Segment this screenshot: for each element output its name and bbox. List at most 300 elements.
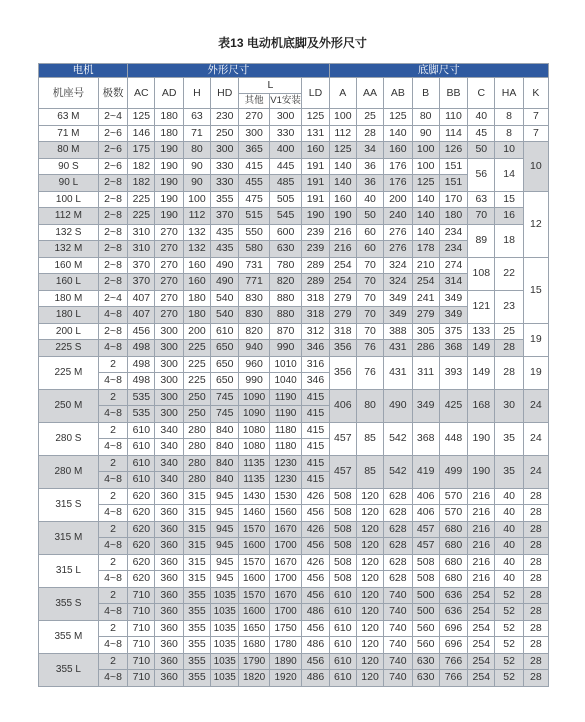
cell-L2: 1190 (269, 389, 302, 406)
cell-L1: 550 (239, 224, 269, 241)
cell-frame: 225 M (39, 356, 99, 389)
cell-AA: 50 (356, 208, 383, 225)
cell-LD: 456 (302, 620, 329, 637)
cell-LD: 415 (302, 422, 329, 439)
cell-B: 210 (412, 257, 439, 274)
cell-HD: 540 (211, 307, 239, 324)
cell-L2: 1040 (269, 373, 302, 390)
cell-A: 216 (329, 241, 356, 258)
cell-A: 216 (329, 224, 356, 241)
cell-H: 355 (183, 653, 210, 670)
cell-poles: 4~8 (98, 340, 127, 357)
cell-B: 140 (412, 224, 439, 241)
cell-H: 132 (183, 241, 210, 258)
cell-AB: 628 (384, 554, 412, 571)
cell-H: 280 (183, 455, 210, 472)
cell-A: 610 (329, 670, 356, 687)
cell-BB: 448 (439, 422, 467, 455)
cell-B: 241 (412, 290, 439, 307)
cell-LD: 346 (302, 340, 329, 357)
col-B: B (412, 78, 439, 109)
cell-H: 280 (183, 422, 210, 439)
cell-L2: 1700 (269, 571, 302, 588)
cell-AC: 498 (128, 356, 155, 373)
cell-C: 254 (468, 620, 495, 637)
cell-LD: 191 (302, 175, 329, 192)
cell-A: 318 (329, 323, 356, 340)
cell-HD: 745 (211, 389, 239, 406)
cell-C: 45 (468, 125, 495, 142)
cell-L2: 1180 (269, 439, 302, 456)
cell-L1: 960 (239, 356, 269, 373)
table-row (39, 158, 549, 175)
cell-AA: 76 (356, 356, 383, 389)
cell-frame: 280 S (39, 422, 99, 455)
cell-L1: 270 (239, 109, 269, 126)
cell-C: 254 (468, 653, 495, 670)
cell-AC: 710 (128, 620, 155, 637)
cell-AC: 370 (128, 257, 155, 274)
cell-frame: 100 L (39, 191, 99, 208)
cell-AB: 628 (384, 538, 412, 555)
cell-L1: 1570 (239, 521, 269, 538)
cell-C: 149 (468, 356, 495, 389)
cell-poles: 4~8 (98, 373, 127, 390)
cell-AB: 628 (384, 521, 412, 538)
cell-frame: 315 M (39, 521, 99, 554)
cell-H: 160 (183, 274, 210, 291)
cell-A: 356 (329, 340, 356, 357)
cell-AC: 225 (128, 191, 155, 208)
cell-HD: 370 (211, 208, 239, 225)
cell-C: 40 (468, 109, 495, 126)
cell-LD: 191 (302, 191, 329, 208)
cell-C: 168 (468, 389, 495, 422)
cell-B: 100 (412, 158, 439, 175)
cell-poles: 2~8 (98, 175, 127, 192)
cell-AD: 360 (155, 637, 183, 654)
cell-poles: 4~8 (98, 538, 127, 555)
cell-L2: 1890 (269, 653, 302, 670)
cell-AC: 535 (128, 389, 155, 406)
cell-H: 355 (183, 620, 210, 637)
cell-AD: 300 (155, 340, 183, 357)
cell-HA: 28 (495, 356, 523, 389)
cell-AB: 740 (384, 653, 412, 670)
cell-K: 28 (523, 637, 548, 654)
cell-AB: 542 (384, 422, 412, 455)
cell-K: 28 (523, 604, 548, 621)
cell-AB: 176 (384, 158, 412, 175)
cell-C: 254 (468, 637, 495, 654)
cell-B: 560 (412, 620, 439, 637)
cell-L1: 580 (239, 241, 269, 258)
cell-frame: 160 M (39, 257, 99, 274)
cell-AD: 360 (155, 521, 183, 538)
cell-A: 610 (329, 620, 356, 637)
table-row (39, 191, 549, 208)
cell-HD: 650 (211, 356, 239, 373)
cell-K: 28 (523, 571, 548, 588)
col-K: K (523, 78, 548, 109)
cell-A: 610 (329, 637, 356, 654)
cell-B: 311 (412, 356, 439, 389)
cell-HA: 40 (495, 521, 523, 538)
cell-H: 315 (183, 554, 210, 571)
cell-AB: 628 (384, 488, 412, 505)
cell-AD: 360 (155, 538, 183, 555)
cell-AC: 620 (128, 571, 155, 588)
cell-AC: 182 (128, 175, 155, 192)
cell-L2: 870 (269, 323, 302, 340)
cell-AD: 190 (155, 158, 183, 175)
cell-AA: 120 (356, 670, 383, 687)
cell-L2: 1670 (269, 521, 302, 538)
cell-K: 7 (523, 125, 548, 142)
cell-B: 305 (412, 323, 439, 340)
cell-AD: 360 (155, 604, 183, 621)
cell-A: 508 (329, 505, 356, 522)
cell-HA: 23 (495, 290, 523, 323)
cell-HA: 28 (495, 340, 523, 357)
cell-L2: 505 (269, 191, 302, 208)
cell-AB: 276 (384, 224, 412, 241)
cell-B: 254 (412, 274, 439, 291)
cell-AA: 60 (356, 241, 383, 258)
cell-B: 90 (412, 125, 439, 142)
cell-C: 108 (468, 257, 495, 290)
cell-AD: 300 (155, 406, 183, 423)
cell-K: 28 (523, 587, 548, 604)
cell-LD: 426 (302, 521, 329, 538)
cell-L2: 400 (269, 142, 302, 159)
cell-H: 180 (183, 290, 210, 307)
cell-AC: 620 (128, 554, 155, 571)
cell-B: 349 (412, 389, 439, 422)
cell-poles: 2~6 (98, 142, 127, 159)
cell-H: 355 (183, 604, 210, 621)
cell-K: 28 (523, 653, 548, 670)
cell-AD: 360 (155, 670, 183, 687)
cell-AB: 388 (384, 323, 412, 340)
cell-A: 254 (329, 274, 356, 291)
cell-B: 508 (412, 554, 439, 571)
cell-AD: 300 (155, 323, 183, 340)
cell-AA: 70 (356, 290, 383, 307)
cell-L1: 1460 (239, 505, 269, 522)
cell-L1: 1570 (239, 587, 269, 604)
cell-AC: 225 (128, 208, 155, 225)
cell-poles: 2 (98, 554, 127, 571)
cell-poles: 2 (98, 389, 127, 406)
cell-BB: 636 (439, 587, 467, 604)
cell-AC: 310 (128, 224, 155, 241)
cell-L1: 300 (239, 125, 269, 142)
cell-C: 149 (468, 340, 495, 357)
cell-B: 406 (412, 505, 439, 522)
cell-AC: 610 (128, 472, 155, 489)
cell-AA: 60 (356, 224, 383, 241)
cell-K: 10 (523, 142, 548, 192)
cell-A: 190 (329, 208, 356, 225)
cell-L2: 600 (269, 224, 302, 241)
cell-AD: 270 (155, 290, 183, 307)
cell-L2: 485 (269, 175, 302, 192)
cell-LD: 239 (302, 224, 329, 241)
cell-HD: 840 (211, 439, 239, 456)
cell-HD: 650 (211, 373, 239, 390)
cell-HA: 8 (495, 125, 523, 142)
cell-HA: 18 (495, 224, 523, 257)
cell-H: 100 (183, 191, 210, 208)
cell-L2: 990 (269, 340, 302, 357)
cell-AA: 70 (356, 323, 383, 340)
cell-L2: 820 (269, 274, 302, 291)
cell-L1: 1790 (239, 653, 269, 670)
cell-poles: 2~4 (98, 109, 127, 126)
cell-HD: 1035 (211, 587, 239, 604)
cell-L1: 830 (239, 307, 269, 324)
cell-poles: 2 (98, 521, 127, 538)
table-row (39, 505, 549, 522)
cell-A: 279 (329, 290, 356, 307)
cell-AC: 710 (128, 637, 155, 654)
table-title: 表13 电动机底脚及外形尺寸 (218, 36, 367, 50)
cell-K: 28 (523, 521, 548, 538)
cell-frame: 90 L (39, 175, 99, 192)
cell-L1: 830 (239, 290, 269, 307)
cell-AD: 180 (155, 125, 183, 142)
cell-poles: 4~8 (98, 571, 127, 588)
cell-L2: 1920 (269, 670, 302, 687)
cell-AD: 190 (155, 142, 183, 159)
cell-B: 368 (412, 422, 439, 455)
cell-poles: 2 (98, 587, 127, 604)
cell-AB: 740 (384, 620, 412, 637)
col-L-v1: V1安装 (269, 94, 302, 109)
cell-frame: 132 S (39, 224, 99, 241)
cell-BB: 234 (439, 241, 467, 258)
cell-HA: 14 (495, 158, 523, 191)
cell-H: 355 (183, 587, 210, 604)
cell-AA: 120 (356, 554, 383, 571)
cell-L2: 1190 (269, 406, 302, 423)
cell-A: 610 (329, 587, 356, 604)
cell-AA: 76 (356, 340, 383, 357)
cell-frame: 63 M (39, 109, 99, 126)
cell-HD: 250 (211, 125, 239, 142)
cell-L2: 1780 (269, 637, 302, 654)
cell-AD: 190 (155, 191, 183, 208)
cell-K: 28 (523, 554, 548, 571)
cell-C: 190 (468, 455, 495, 488)
table-row (39, 620, 549, 637)
cell-AC: 182 (128, 158, 155, 175)
cell-K: 28 (523, 488, 548, 505)
cell-HA: 25 (495, 323, 523, 340)
cell-AB: 200 (384, 191, 412, 208)
cell-HD: 1035 (211, 653, 239, 670)
cell-L2: 445 (269, 158, 302, 175)
cell-K: 24 (523, 389, 548, 422)
cell-AD: 190 (155, 175, 183, 192)
cell-AD: 360 (155, 505, 183, 522)
cell-AA: 120 (356, 587, 383, 604)
cell-HA: 8 (495, 109, 523, 126)
cell-poles: 2 (98, 488, 127, 505)
cell-L1: 731 (239, 257, 269, 274)
cell-frame: 225 S (39, 340, 99, 357)
cell-H: 90 (183, 175, 210, 192)
cell-AB: 349 (384, 307, 412, 324)
cell-poles: 4~8 (98, 472, 127, 489)
cell-AA: 120 (356, 505, 383, 522)
cell-HD: 945 (211, 505, 239, 522)
cell-HA: 52 (495, 637, 523, 654)
cell-L1: 1135 (239, 472, 269, 489)
group-outline: 外形尺寸 (128, 64, 329, 78)
table-row (39, 422, 549, 439)
cell-AC: 620 (128, 521, 155, 538)
cell-HA: 52 (495, 587, 523, 604)
table-row (39, 109, 549, 126)
cell-AD: 300 (155, 389, 183, 406)
cell-A: 508 (329, 554, 356, 571)
cell-LD: 456 (302, 587, 329, 604)
cell-poles: 2~8 (98, 191, 127, 208)
cell-BB: 766 (439, 653, 467, 670)
cell-L1: 820 (239, 323, 269, 340)
cell-HA: 16 (495, 208, 523, 225)
cell-AB: 324 (384, 274, 412, 291)
cell-K: 28 (523, 505, 548, 522)
cell-B: 500 (412, 604, 439, 621)
cell-LD: 239 (302, 241, 329, 258)
cell-HD: 840 (211, 455, 239, 472)
cell-frame: 200 L (39, 323, 99, 340)
cell-H: 112 (183, 208, 210, 225)
cell-AA: 34 (356, 142, 383, 159)
cell-AB: 628 (384, 505, 412, 522)
cell-AC: 710 (128, 587, 155, 604)
table-row (39, 290, 549, 307)
cell-AA: 120 (356, 538, 383, 555)
cell-K: 15 (523, 257, 548, 323)
cell-AC: 610 (128, 455, 155, 472)
cell-poles: 2~6 (98, 158, 127, 175)
cell-AD: 360 (155, 587, 183, 604)
cell-poles: 2 (98, 356, 127, 373)
cell-BB: 570 (439, 488, 467, 505)
cell-H: 315 (183, 521, 210, 538)
cell-A: 508 (329, 538, 356, 555)
cell-AC: 535 (128, 406, 155, 423)
cell-A: 508 (329, 488, 356, 505)
cell-B: 457 (412, 538, 439, 555)
cell-L1: 1820 (239, 670, 269, 687)
cell-frame: 132 M (39, 241, 99, 258)
cell-L2: 1750 (269, 620, 302, 637)
table-row (39, 604, 549, 621)
cell-A: 125 (329, 142, 356, 159)
cell-AC: 610 (128, 422, 155, 439)
col-AA: AA (356, 78, 383, 109)
cell-L1: 1600 (239, 604, 269, 621)
cell-AB: 740 (384, 604, 412, 621)
cell-LD: 316 (302, 356, 329, 373)
col-A: A (329, 78, 356, 109)
cell-H: 225 (183, 340, 210, 357)
cell-AD: 270 (155, 274, 183, 291)
cell-H: 280 (183, 439, 210, 456)
col-C: C (468, 78, 495, 109)
cell-AB: 740 (384, 587, 412, 604)
cell-L1: 940 (239, 340, 269, 357)
cell-poles: 4~8 (98, 637, 127, 654)
cell-HD: 230 (211, 109, 239, 126)
cell-AC: 710 (128, 670, 155, 687)
cell-K: 12 (523, 191, 548, 257)
cell-B: 457 (412, 521, 439, 538)
cell-C: 216 (468, 505, 495, 522)
cell-HD: 840 (211, 472, 239, 489)
cell-H: 250 (183, 389, 210, 406)
cell-LD: 456 (302, 571, 329, 588)
cell-LD: 346 (302, 373, 329, 390)
cell-HA: 40 (495, 488, 523, 505)
cell-LD: 415 (302, 406, 329, 423)
cell-poles: 4~8 (98, 505, 127, 522)
cell-A: 140 (329, 175, 356, 192)
cell-poles: 2~8 (98, 224, 127, 241)
cell-H: 71 (183, 125, 210, 142)
cell-A: 100 (329, 109, 356, 126)
col-HA: HA (495, 78, 523, 109)
cell-LD: 415 (302, 439, 329, 456)
cell-LD: 160 (302, 142, 329, 159)
cell-HA: 10 (495, 142, 523, 159)
cell-poles: 2~8 (98, 274, 127, 291)
cell-BB: 766 (439, 670, 467, 687)
cell-C: 121 (468, 290, 495, 323)
cell-B: 286 (412, 340, 439, 357)
cell-C: 50 (468, 142, 495, 159)
table-row (39, 389, 549, 406)
cell-frame: 160 L (39, 274, 99, 291)
cell-A: 279 (329, 307, 356, 324)
table-row (39, 521, 549, 538)
cell-BB: 151 (439, 175, 467, 192)
cell-L1: 990 (239, 373, 269, 390)
cell-poles: 4~8 (98, 604, 127, 621)
cell-A: 356 (329, 356, 356, 389)
col-H: H (183, 78, 210, 109)
cell-BB: 499 (439, 455, 467, 488)
cell-AC: 456 (128, 323, 155, 340)
cell-LD: 456 (302, 653, 329, 670)
cell-LD: 456 (302, 538, 329, 555)
cell-frame: 355 L (39, 653, 99, 686)
cell-C: 133 (468, 323, 495, 340)
cell-L2: 1010 (269, 356, 302, 373)
cell-AB: 160 (384, 142, 412, 159)
cell-C: 70 (468, 208, 495, 225)
cell-poles: 4~8 (98, 670, 127, 687)
cell-poles: 2~8 (98, 208, 127, 225)
cell-HD: 490 (211, 257, 239, 274)
cell-frame: 80 M (39, 142, 99, 159)
cell-B: 508 (412, 571, 439, 588)
